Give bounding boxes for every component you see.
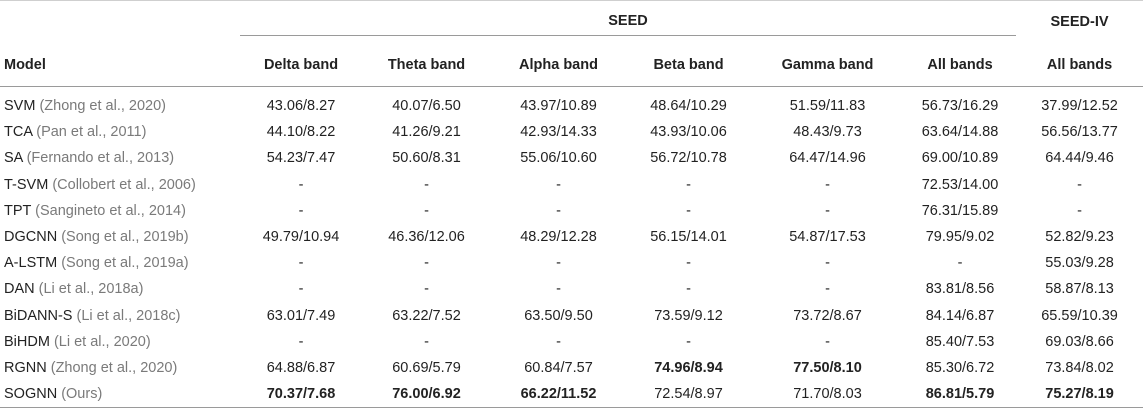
cell-gamma: 71.70/8.03 bbox=[751, 381, 904, 408]
cell-theta: - bbox=[424, 176, 429, 193]
table-row bbox=[0, 329, 1143, 355]
model-citation: (Fernando et al., 2013) bbox=[26, 150, 175, 167]
cell-theta: - bbox=[424, 333, 429, 350]
col-header-beta: Beta band bbox=[626, 36, 751, 87]
cell-all-seed-iv: 75.27/8.19 bbox=[1016, 381, 1143, 408]
cell-delta: - bbox=[298, 255, 304, 272]
model-name: TCA bbox=[4, 124, 33, 141]
cell-alpha: 48.29/12.28 bbox=[520, 229, 597, 246]
model-citation: (Collobert et al., 2006) bbox=[52, 176, 196, 193]
col-header-theta: Theta band bbox=[362, 36, 491, 87]
model-cell bbox=[0, 276, 240, 302]
cell-gamma: 73.72/8.67 bbox=[793, 307, 862, 324]
model-cell bbox=[0, 198, 240, 224]
cell-delta: - bbox=[298, 202, 304, 219]
cell-alpha: - bbox=[556, 255, 561, 272]
cell-gamma: 48.43/9.73 bbox=[793, 124, 862, 141]
cell-delta: - bbox=[298, 281, 304, 298]
cell-beta: 72.54/8.97 bbox=[626, 381, 751, 408]
cell-delta: - bbox=[298, 333, 304, 350]
cell-all-seed-iv: 56.56/13.77 bbox=[1041, 124, 1118, 141]
cell-beta: 56.15/14.01 bbox=[650, 229, 727, 246]
col-header-model: Model bbox=[0, 36, 240, 87]
model-cell bbox=[0, 250, 240, 276]
model-citation: (Pan et al., 2011) bbox=[36, 124, 147, 141]
cell-all: 84.14/6.87 bbox=[925, 307, 995, 324]
cell-delta: - bbox=[298, 176, 304, 193]
table-row bbox=[0, 224, 1143, 250]
cell-beta: 56.72/10.78 bbox=[650, 150, 727, 167]
cell-gamma: 64.47/14.96 bbox=[789, 150, 866, 167]
cell-delta: 49.79/10.94 bbox=[262, 229, 340, 246]
cell-gamma: - bbox=[825, 333, 830, 350]
model-name: TPT bbox=[4, 202, 32, 219]
cell-delta: 44.10/8.22 bbox=[266, 124, 336, 141]
model-citation: (Sangineto et al., 2014) bbox=[35, 202, 186, 219]
model-citation: (Song et al., 2019a) bbox=[61, 255, 189, 272]
cell-theta: - bbox=[424, 281, 429, 298]
cell-all: 63.64/14.88 bbox=[921, 124, 999, 141]
cell-all-seed-iv: 69.03/8.66 bbox=[1045, 333, 1114, 350]
cell-theta: 63.22/7.52 bbox=[392, 307, 461, 324]
model-citation: (Zhong et al., 2020) bbox=[50, 359, 178, 376]
model-name: A-LSTM bbox=[4, 255, 58, 272]
cell-gamma: 77.50/8.10 bbox=[793, 359, 862, 376]
cell-beta: 73.59/9.12 bbox=[654, 307, 723, 324]
table-row bbox=[0, 87, 1143, 120]
cell-alpha: - bbox=[556, 176, 561, 193]
cell-all: - bbox=[957, 255, 963, 272]
cell-all-seed-iv: 65.59/10.39 bbox=[1041, 307, 1118, 324]
col-header-all-seed-iv: All bands bbox=[1016, 36, 1143, 87]
cell-alpha: 42.93/14.33 bbox=[520, 124, 597, 141]
model-cell bbox=[0, 329, 240, 355]
cell-all: 56.73/16.29 bbox=[921, 98, 999, 115]
cell-beta: - bbox=[686, 202, 691, 219]
cell-alpha: 60.84/7.57 bbox=[524, 359, 593, 376]
cell-beta: 43.93/10.06 bbox=[650, 124, 727, 141]
model-citation: (Song et al., 2019b) bbox=[61, 229, 189, 246]
cell-theta: 76.00/6.92 bbox=[362, 381, 491, 408]
cell-alpha: - bbox=[556, 202, 561, 219]
col-header-all: All bands bbox=[904, 36, 1016, 87]
model-name: SOGNN bbox=[4, 386, 58, 403]
cell-delta: 43.06/8.27 bbox=[266, 98, 336, 115]
model-name: SA bbox=[4, 150, 23, 167]
col-header-gamma: Gamma band bbox=[751, 36, 904, 87]
cell-theta: 40.07/6.50 bbox=[392, 98, 461, 115]
cell-all: 86.81/5.79 bbox=[904, 381, 1016, 408]
model-citation: (Li et al., 2018c) bbox=[76, 307, 181, 324]
cell-alpha: - bbox=[556, 281, 561, 298]
cell-delta: 54.23/7.47 bbox=[266, 150, 336, 167]
table-row bbox=[0, 250, 1143, 276]
model-name: BiDANN-S bbox=[4, 307, 73, 324]
model-cell bbox=[0, 303, 240, 329]
model-citation: (Li et al., 2018a) bbox=[38, 281, 144, 298]
cell-gamma: 51.59/11.83 bbox=[789, 98, 866, 115]
cell-theta: 41.26/9.21 bbox=[392, 124, 461, 141]
cell-all: 85.40/7.53 bbox=[925, 333, 995, 350]
model-cell bbox=[0, 145, 240, 171]
cell-all-seed-iv: - bbox=[1077, 202, 1082, 219]
table-row bbox=[0, 198, 1143, 224]
cell-all: 83.81/8.56 bbox=[925, 281, 995, 298]
model-cell bbox=[0, 355, 240, 381]
cell-gamma: - bbox=[825, 255, 830, 272]
cell-all-seed-iv: 58.87/8.13 bbox=[1045, 281, 1114, 298]
cell-beta: 74.96/8.94 bbox=[654, 359, 723, 376]
cell-all: 69.00/10.89 bbox=[921, 150, 999, 167]
cell-alpha: 43.97/10.89 bbox=[520, 98, 597, 115]
cell-theta: - bbox=[424, 255, 429, 272]
cell-all-seed-iv: 55.03/9.28 bbox=[1045, 255, 1114, 272]
table-row bbox=[0, 172, 1143, 198]
cell-gamma: 54.87/17.53 bbox=[789, 229, 866, 246]
cell-beta: 48.64/10.29 bbox=[650, 98, 727, 115]
model-name: DGCNN bbox=[4, 229, 58, 246]
model-name: BiHDM bbox=[4, 333, 50, 350]
cell-all: 72.53/14.00 bbox=[921, 176, 999, 193]
group-header-seed-iv: SEED-IV bbox=[1016, 1, 1143, 36]
group-header-seed: SEED bbox=[240, 1, 1016, 36]
cell-theta: 50.60/8.31 bbox=[392, 150, 461, 167]
cell-all: 85.30/6.72 bbox=[925, 359, 995, 376]
model-cell bbox=[0, 172, 240, 198]
model-citation: (Ours) bbox=[61, 386, 103, 403]
cell-gamma: - bbox=[825, 176, 830, 193]
table-row bbox=[0, 303, 1143, 329]
cell-all: 76.31/15.89 bbox=[921, 202, 999, 219]
model-name: RGNN bbox=[4, 359, 47, 376]
cell-alpha: - bbox=[556, 333, 561, 350]
cell-gamma: - bbox=[825, 281, 830, 298]
model-citation: (Li et al., 2020) bbox=[53, 333, 151, 350]
col-header-alpha: Alpha band bbox=[491, 36, 626, 87]
group-header-empty bbox=[0, 1, 240, 36]
cell-theta: 60.69/5.79 bbox=[392, 359, 461, 376]
cell-all-seed-iv: 37.99/12.52 bbox=[1041, 98, 1118, 115]
cell-delta: 70.37/7.68 bbox=[240, 381, 362, 408]
cell-all-seed-iv: - bbox=[1077, 176, 1082, 193]
group-header-row bbox=[0, 1, 1143, 36]
cell-all-seed-iv: 64.44/9.46 bbox=[1045, 150, 1114, 167]
model-citation: (Zhong et al., 2020) bbox=[39, 98, 167, 115]
cell-beta: - bbox=[686, 281, 691, 298]
model-cell bbox=[0, 224, 240, 250]
column-header-row bbox=[0, 36, 1143, 87]
cell-delta: 64.88/6.87 bbox=[266, 359, 336, 376]
table-row bbox=[0, 119, 1143, 145]
cell-theta: - bbox=[424, 202, 429, 219]
cell-all-seed-iv: 73.84/8.02 bbox=[1045, 359, 1114, 376]
cell-gamma: - bbox=[825, 202, 830, 219]
cell-alpha: 55.06/10.60 bbox=[520, 150, 597, 167]
model-name: DAN bbox=[4, 281, 35, 298]
cell-alpha: 66.22/11.52 bbox=[491, 381, 626, 408]
model-cell bbox=[0, 119, 240, 145]
cell-beta: - bbox=[686, 176, 691, 193]
model-name: SVM bbox=[4, 98, 36, 115]
cell-all: 79.95/9.02 bbox=[925, 229, 995, 246]
model-cell bbox=[0, 87, 240, 120]
cell-beta: - bbox=[686, 255, 691, 272]
model-name: T-SVM bbox=[4, 176, 49, 193]
cell-theta: 46.36/12.06 bbox=[388, 229, 465, 246]
cell-alpha: 63.50/9.50 bbox=[524, 307, 593, 324]
cell-all-seed-iv: 52.82/9.23 bbox=[1045, 229, 1114, 246]
table-row bbox=[0, 355, 1143, 381]
col-header-delta: Delta band bbox=[240, 36, 362, 87]
cell-delta: 63.01/7.49 bbox=[266, 307, 336, 324]
cell-beta: - bbox=[686, 333, 691, 350]
table-row bbox=[0, 276, 1143, 302]
table-row bbox=[0, 145, 1143, 171]
